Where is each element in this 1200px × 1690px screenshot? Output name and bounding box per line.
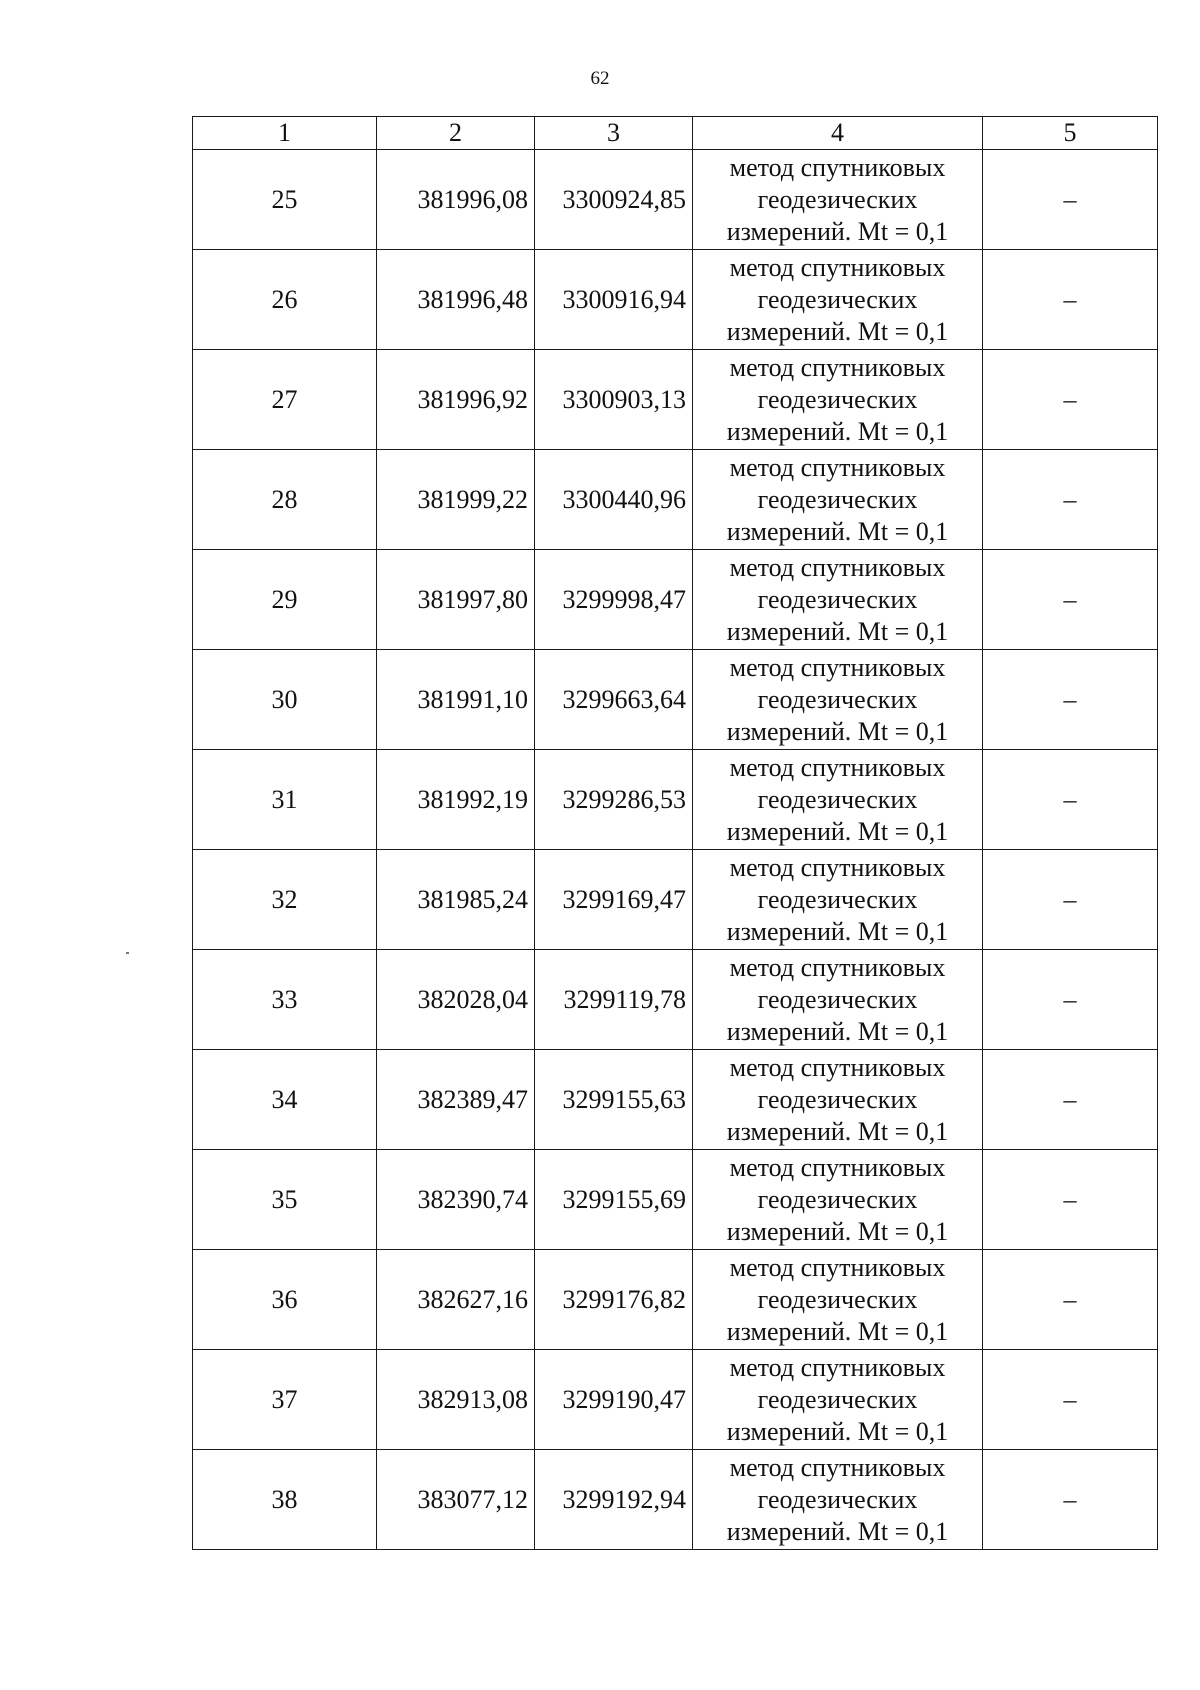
description-cell: – <box>983 1450 1158 1550</box>
point-number-cell: 25 <box>193 150 377 250</box>
y-coordinate-cell: 3299155,63 <box>535 1050 693 1150</box>
x-coordinate-cell: 382913,08 <box>377 1350 535 1450</box>
y-coordinate-cell: 3299176,82 <box>535 1250 693 1350</box>
y-coordinate-cell: 3299192,94 <box>535 1450 693 1550</box>
table-row <box>193 550 1158 650</box>
table-row <box>193 650 1158 750</box>
method-cell: метод спутниковых геодезических измерений. Mt = 0,1 <box>693 850 983 950</box>
table-row <box>193 750 1158 850</box>
description-cell: – <box>983 850 1158 950</box>
point-number-cell: 29 <box>193 550 377 650</box>
x-coordinate-cell: 382028,04 <box>377 950 535 1050</box>
y-coordinate-cell: 3300903,13 <box>535 350 693 450</box>
y-coordinate-cell: 3299119,78 <box>535 950 693 1050</box>
description-cell: – <box>983 750 1158 850</box>
description-cell: – <box>983 250 1158 350</box>
point-number-cell: 32 <box>193 850 377 950</box>
point-number-cell: 31 <box>193 750 377 850</box>
column-header: 2 <box>377 117 535 150</box>
description-cell: – <box>983 1250 1158 1350</box>
x-coordinate-cell: 381991,10 <box>377 650 535 750</box>
method-cell: метод спутниковых геодезических измерений. Mt = 0,1 <box>693 250 983 350</box>
method-cell: метод спутниковых геодезических измерений. Mt = 0,1 <box>693 150 983 250</box>
method-cell: метод спутниковых геодезических измерений. Mt = 0,1 <box>693 1350 983 1450</box>
x-coordinate-cell: 382390,74 <box>377 1150 535 1250</box>
point-number-cell: 33 <box>193 950 377 1050</box>
description-cell: – <box>983 550 1158 650</box>
x-coordinate-cell: 381996,48 <box>377 250 535 350</box>
method-cell: метод спутниковых геодезических измерений. Mt = 0,1 <box>693 350 983 450</box>
method-cell: метод спутниковых геодезических измерений. Mt = 0,1 <box>693 550 983 650</box>
y-coordinate-cell: 3299998,47 <box>535 550 693 650</box>
page-number: 62 <box>590 68 610 89</box>
column-header: 1 <box>193 117 377 150</box>
point-number-cell: 34 <box>193 1050 377 1150</box>
method-cell: метод спутниковых геодезических измерений. Mt = 0,1 <box>693 750 983 850</box>
method-cell: метод спутниковых геодезических измерений. Mt = 0,1 <box>693 1050 983 1150</box>
x-coordinate-cell: 381985,24 <box>377 850 535 950</box>
x-coordinate-cell: 382389,47 <box>377 1050 535 1150</box>
table-row <box>193 450 1158 550</box>
description-cell: – <box>983 150 1158 250</box>
y-coordinate-cell: 3299663,64 <box>535 650 693 750</box>
table-row <box>193 1050 1158 1150</box>
table-row <box>193 150 1158 250</box>
point-number-cell: 36 <box>193 1250 377 1350</box>
description-cell: – <box>983 650 1158 750</box>
table-header-row <box>193 117 1158 150</box>
method-cell: метод спутниковых геодезических измерений. Mt = 0,1 <box>693 1250 983 1350</box>
y-coordinate-cell: 3300916,94 <box>535 250 693 350</box>
column-header: 3 <box>535 117 693 150</box>
method-cell: метод спутниковых геодезических измерений. Mt = 0,1 <box>693 650 983 750</box>
description-cell: – <box>983 1350 1158 1450</box>
table-row <box>193 250 1158 350</box>
method-cell: метод спутниковых геодезических измерений. Mt = 0,1 <box>693 450 983 550</box>
point-number-cell: 26 <box>193 250 377 350</box>
method-cell: метод спутниковых геодезических измерений. Mt = 0,1 <box>693 950 983 1050</box>
y-coordinate-cell: 3299286,53 <box>535 750 693 850</box>
y-coordinate-cell: 3300924,85 <box>535 150 693 250</box>
scan-speck <box>126 952 129 954</box>
y-coordinate-cell: 3299190,47 <box>535 1350 693 1450</box>
point-number-cell: 35 <box>193 1150 377 1250</box>
table-row <box>193 850 1158 950</box>
y-coordinate-cell: 3299169,47 <box>535 850 693 950</box>
method-cell: метод спутниковых геодезических измерений. Mt = 0,1 <box>693 1450 983 1550</box>
x-coordinate-cell: 381996,08 <box>377 150 535 250</box>
x-coordinate-cell: 381997,80 <box>377 550 535 650</box>
table-row <box>193 1450 1158 1550</box>
description-cell: – <box>983 350 1158 450</box>
table-row <box>193 350 1158 450</box>
y-coordinate-cell: 3299155,69 <box>535 1150 693 1250</box>
x-coordinate-cell: 381992,19 <box>377 750 535 850</box>
x-coordinate-cell: 382627,16 <box>377 1250 535 1350</box>
table-body <box>193 150 1158 1550</box>
point-number-cell: 37 <box>193 1350 377 1450</box>
table-row <box>193 1250 1158 1350</box>
y-coordinate-cell: 3300440,96 <box>535 450 693 550</box>
column-header: 5 <box>983 117 1158 150</box>
point-number-cell: 38 <box>193 1450 377 1550</box>
method-cell: метод спутниковых геодезических измерений. Mt = 0,1 <box>693 1150 983 1250</box>
x-coordinate-cell: 381999,22 <box>377 450 535 550</box>
description-cell: – <box>983 450 1158 550</box>
column-header: 4 <box>693 117 983 150</box>
table-row <box>193 1350 1158 1450</box>
point-number-cell: 30 <box>193 650 377 750</box>
point-number-cell: 28 <box>193 450 377 550</box>
table-row <box>193 1150 1158 1250</box>
point-number-cell: 27 <box>193 350 377 450</box>
x-coordinate-cell: 383077,12 <box>377 1450 535 1550</box>
description-cell: – <box>983 950 1158 1050</box>
description-cell: – <box>983 1050 1158 1150</box>
x-coordinate-cell: 381996,92 <box>377 350 535 450</box>
description-cell: – <box>983 1150 1158 1250</box>
table-row <box>193 950 1158 1050</box>
coordinates-table <box>192 116 1158 1550</box>
